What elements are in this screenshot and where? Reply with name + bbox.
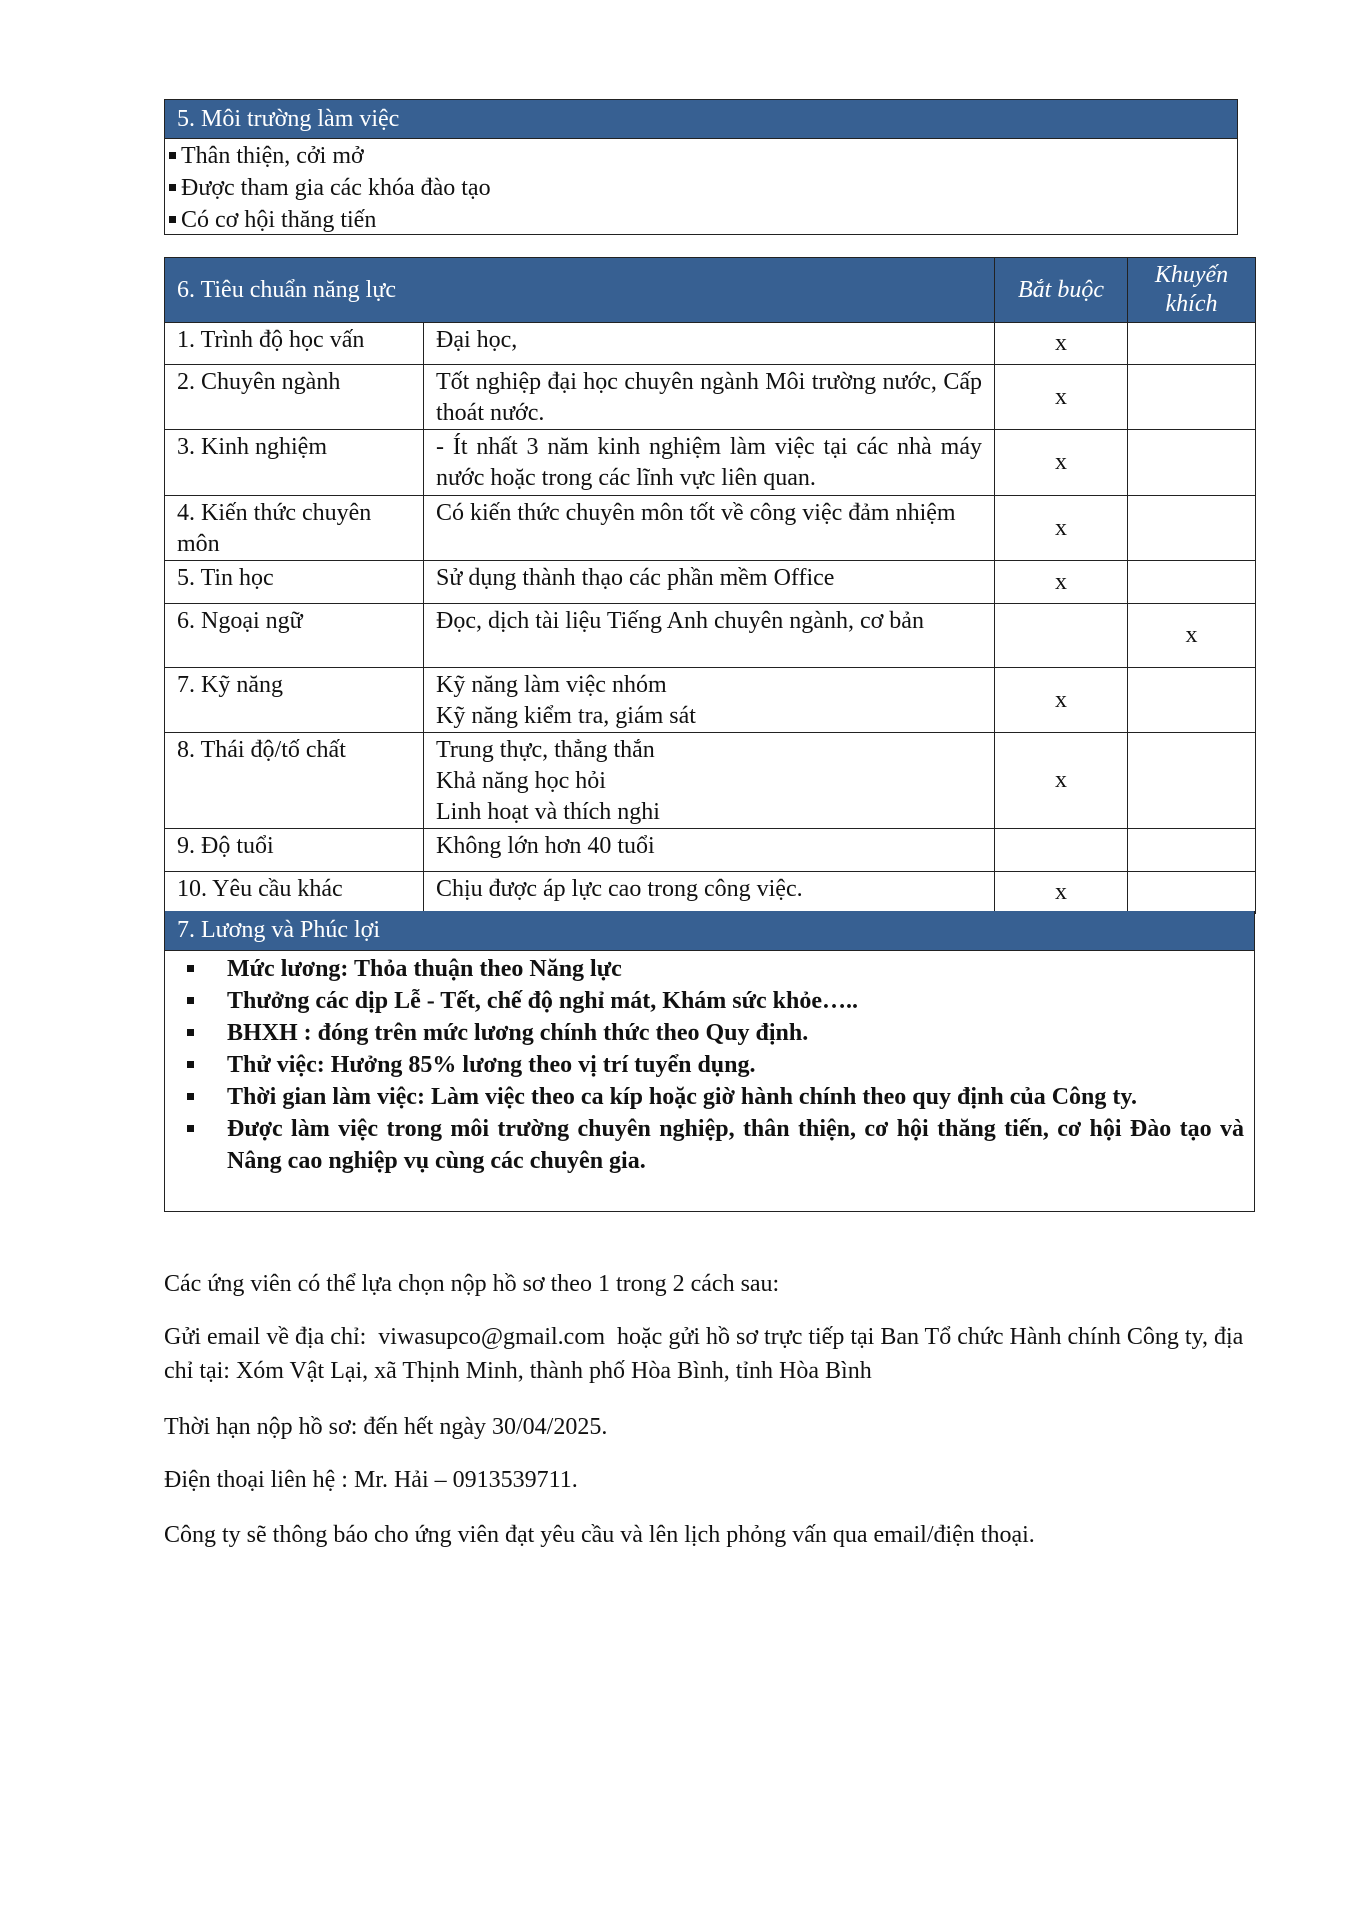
work-environment-list <box>165 139 1237 236</box>
application-intro: Các ứng viên có thể lựa chọn nộp hồ sơ theo 1 trong 2 cách sau: <box>164 1271 780 1297</box>
required-mark: x <box>995 561 1128 604</box>
table-row <box>165 323 1256 365</box>
list-item: Mức lương: Thỏa thuận theo Năng lực <box>165 953 1254 985</box>
criterion-description: Đọc, dịch tài liệu Tiếng Anh chuyên ngành, cơ bản <box>424 604 995 668</box>
table-row <box>165 829 1256 872</box>
criterion-description: Trung thực, thẳng thắn Khả năng học hỏi Linh hoạt và thích nghi <box>424 733 995 829</box>
criterion-description: - Ít nhất 3 năm kinh nghiệm làm việc tại các nhà máy nước hoặc trong các lĩnh vực liên quan. <box>424 430 995 496</box>
criterion-description: Không lớn hơn 40 tuổi <box>424 829 995 872</box>
email-link[interactable]: viwasupco@gmail.com <box>378 1324 606 1350</box>
encouraged-mark <box>1128 430 1256 496</box>
table-row <box>165 365 1256 430</box>
contact-phone: Điện thoại liên hệ : Mr. Hải – 0913539711. <box>164 1467 578 1493</box>
application-email-paragraph <box>164 1320 1254 1388</box>
criterion-name: 4. Kiến thức chuyên môn <box>165 496 424 561</box>
work-environment-section <box>164 99 1238 235</box>
encouraged-mark <box>1128 323 1256 365</box>
section-header: 5. Môi trường làm việc <box>165 100 1237 139</box>
required-mark: x <box>995 323 1128 365</box>
table-row <box>165 604 1256 668</box>
criterion-description: Sử dụng thành thạo các phần mềm Office <box>424 561 995 604</box>
required-mark: x <box>995 733 1128 829</box>
column-header-required: Bắt buộc <box>995 258 1128 323</box>
criterion-name: 7. Kỹ năng <box>165 668 424 733</box>
encouraged-mark <box>1128 496 1256 561</box>
criterion-description: Chịu được áp lực cao trong công việc. <box>424 872 995 914</box>
criterion-description: Có kiến thức chuyên môn tốt về công việc đảm nhiệm <box>424 496 995 561</box>
encouraged-mark <box>1128 733 1256 829</box>
section-header: 6. Tiêu chuẩn năng lực <box>165 258 995 323</box>
table-row <box>165 668 1256 733</box>
email-label: Gửi email về địa chỉ: <box>164 1324 367 1350</box>
table-row <box>165 430 1256 496</box>
criterion-name: 9. Độ tuổi <box>165 829 424 872</box>
required-mark: x <box>995 365 1128 430</box>
encouraged-mark <box>1128 561 1256 604</box>
criterion-description: Kỹ năng làm việc nhóm Kỹ năng kiểm tra, giám sát <box>424 668 995 733</box>
list-item: BHXH : đóng trên mức lương chính thức theo Quy định. <box>165 1017 1254 1049</box>
required-mark <box>995 604 1128 668</box>
criterion-name: 2. Chuyên ngành <box>165 365 424 430</box>
criterion-name: 5. Tin học <box>165 561 424 604</box>
encouraged-mark <box>1128 668 1256 733</box>
list-item: Có cơ hội thăng tiến <box>165 204 1237 236</box>
required-mark: x <box>995 430 1128 496</box>
encouraged-mark <box>1128 365 1256 430</box>
table-row <box>165 496 1256 561</box>
list-item: Thời gian làm việc: Làm việc theo ca kíp hoặc giờ hành chính theo quy định của Công ty. <box>165 1081 1254 1113</box>
table-row <box>165 872 1256 914</box>
section-header: 7. Lương và Phúc lợi <box>165 911 1254 951</box>
required-mark: x <box>995 872 1128 914</box>
notice: Công ty sẽ thông báo cho ứng viên đạt yêu cầu và lên lịch phỏng vấn qua email/điện thoại. <box>164 1522 1035 1548</box>
column-header-encouraged: Khuyến khích <box>1128 258 1256 323</box>
benefits-list <box>165 951 1254 1177</box>
encouraged-mark <box>1128 829 1256 872</box>
competency-table <box>164 257 1256 914</box>
list-item: Thử việc: Hưởng 85% lương theo vị trí tuyển dụng. <box>165 1049 1254 1081</box>
criterion-name: 6. Ngoại ngữ <box>165 604 424 668</box>
criterion-name: 8. Thái độ/tố chất <box>165 733 424 829</box>
criterion-description: Tốt nghiệp đại học chuyên ngành Môi trường nước, Cấp thoát nước. <box>424 365 995 430</box>
table-row <box>165 561 1256 604</box>
required-mark: x <box>995 496 1128 561</box>
required-mark: x <box>995 668 1128 733</box>
criterion-name: 3. Kinh nghiệm <box>165 430 424 496</box>
encouraged-mark <box>1128 872 1256 914</box>
deadline: Thời hạn nộp hồ sơ: đến hết ngày 30/04/2025. <box>164 1414 608 1440</box>
list-item: Được tham gia các khóa đào tạo <box>165 172 1237 204</box>
salary-benefits-section <box>164 911 1255 1212</box>
table-row <box>165 733 1256 829</box>
list-item: Được làm việc trong môi trường chuyên nghiệp, thân thiện, cơ hội thăng tiến, cơ hội Đào tạo và Nâng cao nghiệp vụ cùng các chuyên gia. <box>165 1113 1254 1177</box>
list-item: Thân thiện, cởi mở <box>165 140 1237 172</box>
address-text: hoặc gửi hồ sơ trực tiếp tại Ban Tổ chức Hành chính Công ty, địa chỉ tại: Xóm Vật Lại, xã Thịnh Minh, thành phố Hòa Bình, tỉnh Hòa Bình <box>164 1324 1244 1384</box>
criterion-name: 10. Yêu cầu khác <box>165 872 424 914</box>
criterion-description: Đại học, <box>424 323 995 365</box>
required-mark <box>995 829 1128 872</box>
list-item: Thưởng các dịp Lễ - Tết, chế độ nghỉ mát, Khám sức khỏe….. <box>165 985 1254 1017</box>
criterion-name: 1. Trình độ học vấn <box>165 323 424 365</box>
encouraged-mark: x <box>1128 604 1256 668</box>
